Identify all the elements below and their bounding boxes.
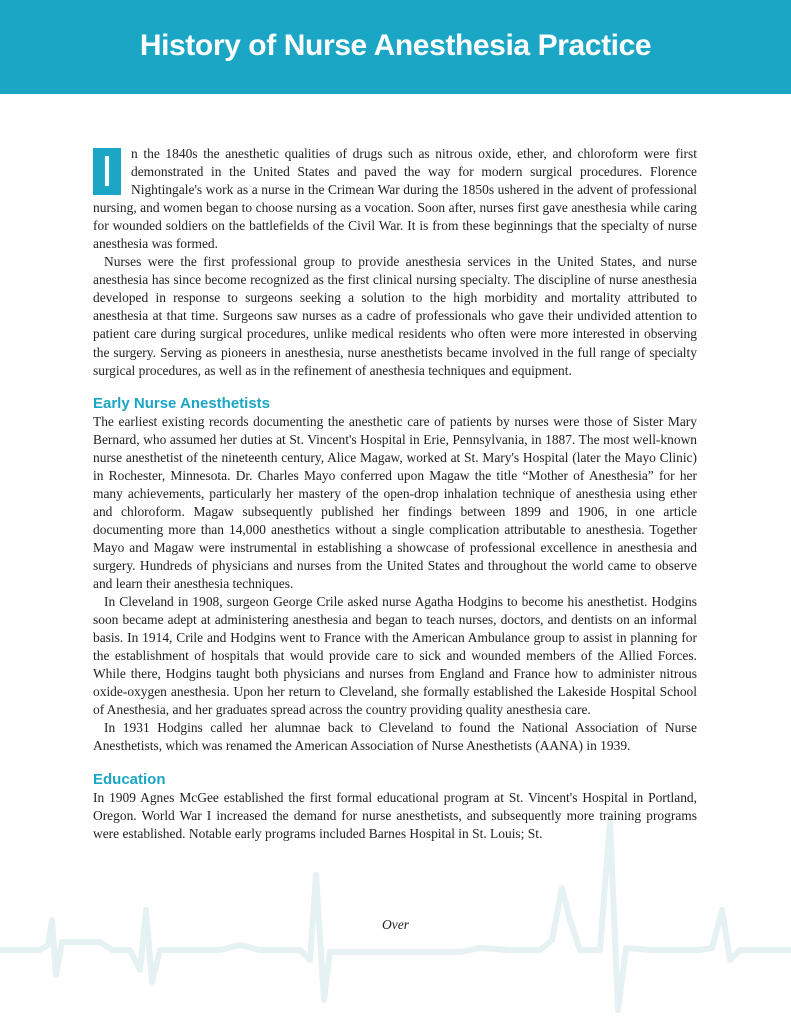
title-banner <box>0 0 791 94</box>
early-paragraph-1: The earliest existing records documenting the anesthetic care of patients by nurses were those of Sister Mary Bernard, who assumed her duties at St. Vincent's Hospital in Erie, Pennsylvania, in 1887. The most well-known nurse anesthetist of the nineteenth century, Alice Magaw, worked at St. Mary's Hospital (later the Mayo Clinic) in Rochester, Minnesota. Dr. Charles Mayo conferred upon Magaw the title “Mother of Anesthesia” for her many achievements, particularly her mastery of the open-drop inhalation technique of anesthesia using ether and chloroform. Magaw subsequently published her findings between 1899 and 1906, in one article documenting more than 14,000 anesthetics without a single complication attributable to anesthesia. Together Mayo and Magaw were instrumental in establishing a showcase of professional excellence in anesthesia and surgery. Hundreds of physicians and nurses from the United States and throughout the world came to observe and learn their anesthesia techniques. <box>93 413 697 592</box>
early-paragraph-3: In 1931 Hodgins called her alumnae back to Cleveland to found the National Association of Nurse Anesthetists, which was renamed the American Association of Nurse Anesthetists (AANA) in 1939. <box>93 720 697 754</box>
early-paragraph-2: In Cleveland in 1908, surgeon George Crile asked nurse Agatha Hodgins to become his anesthetist. Hodgins soon became adept at administering anesthesia and began to teach nurses, doctors, and dentists on an informal basis. In 1914, Crile and Hodgins went to France with the American Ambulance group to assist in planning for the establishment of hospitals that would provide care to sick and wounded members of the Allied Forces. While there, Hodgins taught both physicians and nurses from England and France how to administer nitrous oxide-oxygen anesthesia. Upon her return to Cleveland, she formally established the Lakeside Hospital School of Anesthesia, and her graduates spread across the country providing quality anesthesia care. <box>93 594 697 718</box>
dropcap-letter: I <box>100 147 114 196</box>
over-label: Over <box>382 917 409 932</box>
dropcap <box>93 148 121 195</box>
education-paragraph-1: In 1909 Agnes McGee established the first formal educational program at St. Vincent's Hospital in Portland, Oregon. World War I increased the demand for nurse anesthetists, and subsequently more training programs were established. Notable early programs included Barnes Hospital in St. Louis; St. <box>93 789 697 841</box>
intro-paragraph-2: Nurses were the first professional group to provide anesthesia services in the United States, and nurse anesthesia has since become recognized as the first clinical nursing specialty. The discipline of nurse anesthesia developed in response to surgeons seeking a solution to the high morbidity and mortality attributed to anesthesia at that time. Surgeons saw nurses as a cadre of professionals who gave their undivided attention to patient care during surgical procedures, unlike medical residents who often were more interested in observing the surgery. Serving as pioneers in anesthesia, nurse anesthetists became involved in the full range of specialty surgical procedures, as well as in the refinement of anesthesia techniques and equipment. <box>93 254 697 378</box>
page-title: History of Nurse Anesthesia Practice <box>139 29 652 62</box>
article-body <box>93 145 697 843</box>
section-heading-early-nurse-anesthetists: Early Nurse Anesthetists <box>93 394 271 412</box>
section-heading-education: Education <box>93 770 166 788</box>
intro-paragraph-1: n the 1840s the anesthetic qualities of drugs such as nitrous oxide, ether, and chloroform were first demonstrated in the United States and paved the way for modern surgical procedures. Florence Nightingale's work as a nurse in the Crimean War during the 1850s ushered in the advent of professional nursing, and women began to choose nursing as a vocation. Soon after, nurses first gave anesthesia while caring for wounded soldiers on the battlefields of the Civil War. It is from these beginnings that the specialty of nurse anesthesia was formed. <box>93 146 697 252</box>
